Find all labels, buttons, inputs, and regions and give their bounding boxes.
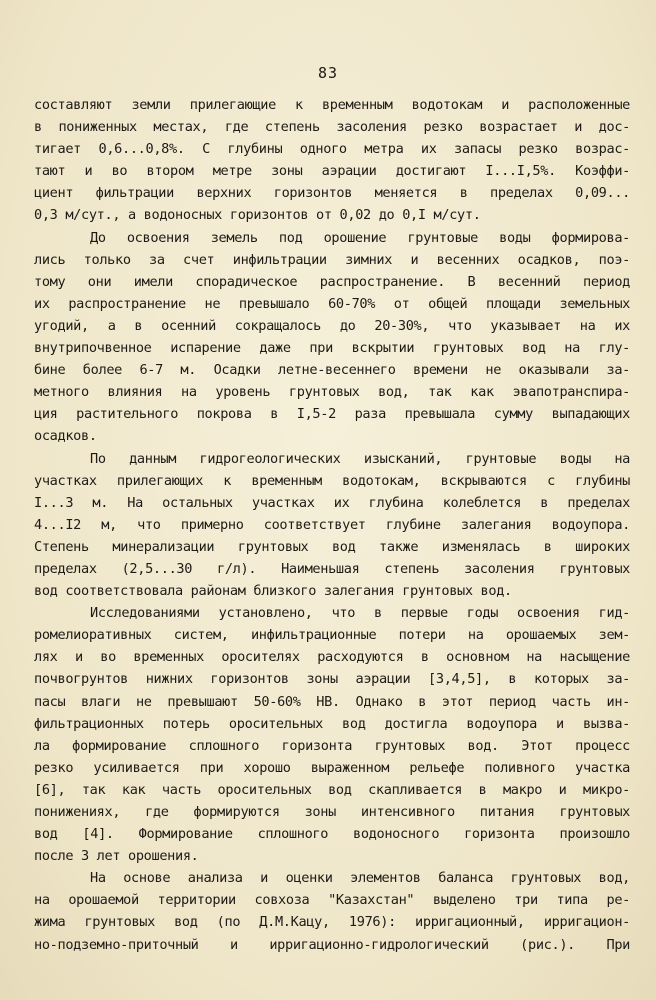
- text-line: ла формирование сплошного горизонта грунтовых вод. Этот процесс: [34, 737, 630, 754]
- text-line: в пониженных местах, где степень засоления резко возрастает и дос-: [34, 119, 630, 136]
- text-line: I...3 м. На остальных участках их глубина колеблется в пределах: [34, 494, 630, 511]
- text-line: лись только за счет инфильтрации зимних и весенних осадков, поэ-: [34, 251, 630, 268]
- text-line: По данным гидрогеологических изысканий, грунтовые воды на: [90, 450, 630, 467]
- text-line: ция растительного покрова в I,5-2 раза превышала сумму выпадающих: [34, 406, 630, 423]
- text-line: Степень минерализации грунтовых вод также изменялась в широких: [34, 538, 630, 555]
- text-line: их распространение не превышало 60-70% от общей площади земельных: [34, 295, 630, 312]
- text-line: угодий, а в осенний сокращалось до 20-30%, что указывает на их: [34, 317, 630, 334]
- text-line: пределах (2,5...30 г/л). Наименьшая степень засоления грунтовых: [34, 560, 630, 577]
- text-line: жима грунтовых вод (по Д.М.Кацу, 1976): ирригационный, ирригацион-: [34, 914, 630, 931]
- text-line: но-подземно-приточный и ирригационно-гидрологический (рис.). При: [34, 936, 630, 953]
- text-line: фильтрационных потерь оросительных вод достигла водоупора и вызва-: [34, 715, 630, 732]
- text-line: бине более 6-7 м. Осадки летне-весеннего времени не оказывали за-: [34, 362, 630, 379]
- text-line: вод соответствовала районам близкого залегания грунтовых вод.: [34, 583, 512, 600]
- text-line: На основе анализа и оценки элементов баланса грунтовых вод,: [90, 870, 630, 887]
- text-line: циент фильтрации верхних горизонтов меняется в пределах 0,09...: [34, 185, 630, 202]
- text-line: вод [4]. Формирование сплошного водоносного горизонта произошло: [34, 826, 630, 843]
- text-line: осадков.: [34, 428, 97, 445]
- text-line: пасы влаги не превышают 50-60% НВ. Однако в этот период часть ин-: [34, 693, 630, 710]
- text-line: [6], так как часть оросительных вод скапливается в макро и микро-: [34, 781, 630, 798]
- text-line: внутрипочвенное испарение даже при вскрытии грунтовых вод на глу-: [34, 340, 630, 357]
- text-line: понижениях, где формируются зоны интенсивного питания грунтовых: [34, 804, 630, 820]
- text-line: 0,3 м/сут., а водоносных горизонтов от 0,02 до 0,I м/сут.: [34, 207, 481, 224]
- text-line: метного влияния на уровень грунтовых вод, так как эвапотранспира-: [34, 384, 630, 401]
- text-line: на орошаемой территории совхоза "Казахстан" выделено три типа ре-: [34, 892, 630, 909]
- text-line: тают и во втором метре зоны аэрации достигают I...I,5%. Коэффи-: [34, 163, 630, 180]
- text-line: тому они имели спорадическое распространение. В весенний период: [34, 273, 630, 290]
- text-line: До освоения земель под орошение грунтовые воды формирова-: [90, 229, 630, 246]
- text-line: почвогрунтов нижних горизонтов зоны аэрации [3,4,5], в которых за-: [34, 671, 630, 688]
- text-line: ромелиоративных систем, инфильтрационные потери на орошаемых зем-: [34, 627, 630, 644]
- text-line: резко усиливается при хорошо выраженном рельефе поливного участка: [34, 759, 630, 776]
- body-text: [34, 94, 630, 956]
- text-line: тигает 0,6...0,8%. С глубины одного метра их запасы резко возрас-: [34, 141, 630, 158]
- text-line: участках прилегающих к временным водотокам, вскрываются с глубины: [34, 472, 630, 489]
- text-line: Исследованиями установлено, что в первые годы освоения гид-: [90, 605, 630, 622]
- page-number: 83: [317, 64, 339, 82]
- text-line: составляют земли прилегающие к временным водотокам и расположенные: [34, 97, 630, 113]
- text-line: после 3 лет орошения.: [34, 848, 199, 865]
- text-line: 4...I2 м, что примерно соответствует глубине залегания водоупора.: [34, 516, 630, 533]
- text-line: лях и во временных оросителях расходуются в основном на насыщение: [34, 649, 630, 666]
